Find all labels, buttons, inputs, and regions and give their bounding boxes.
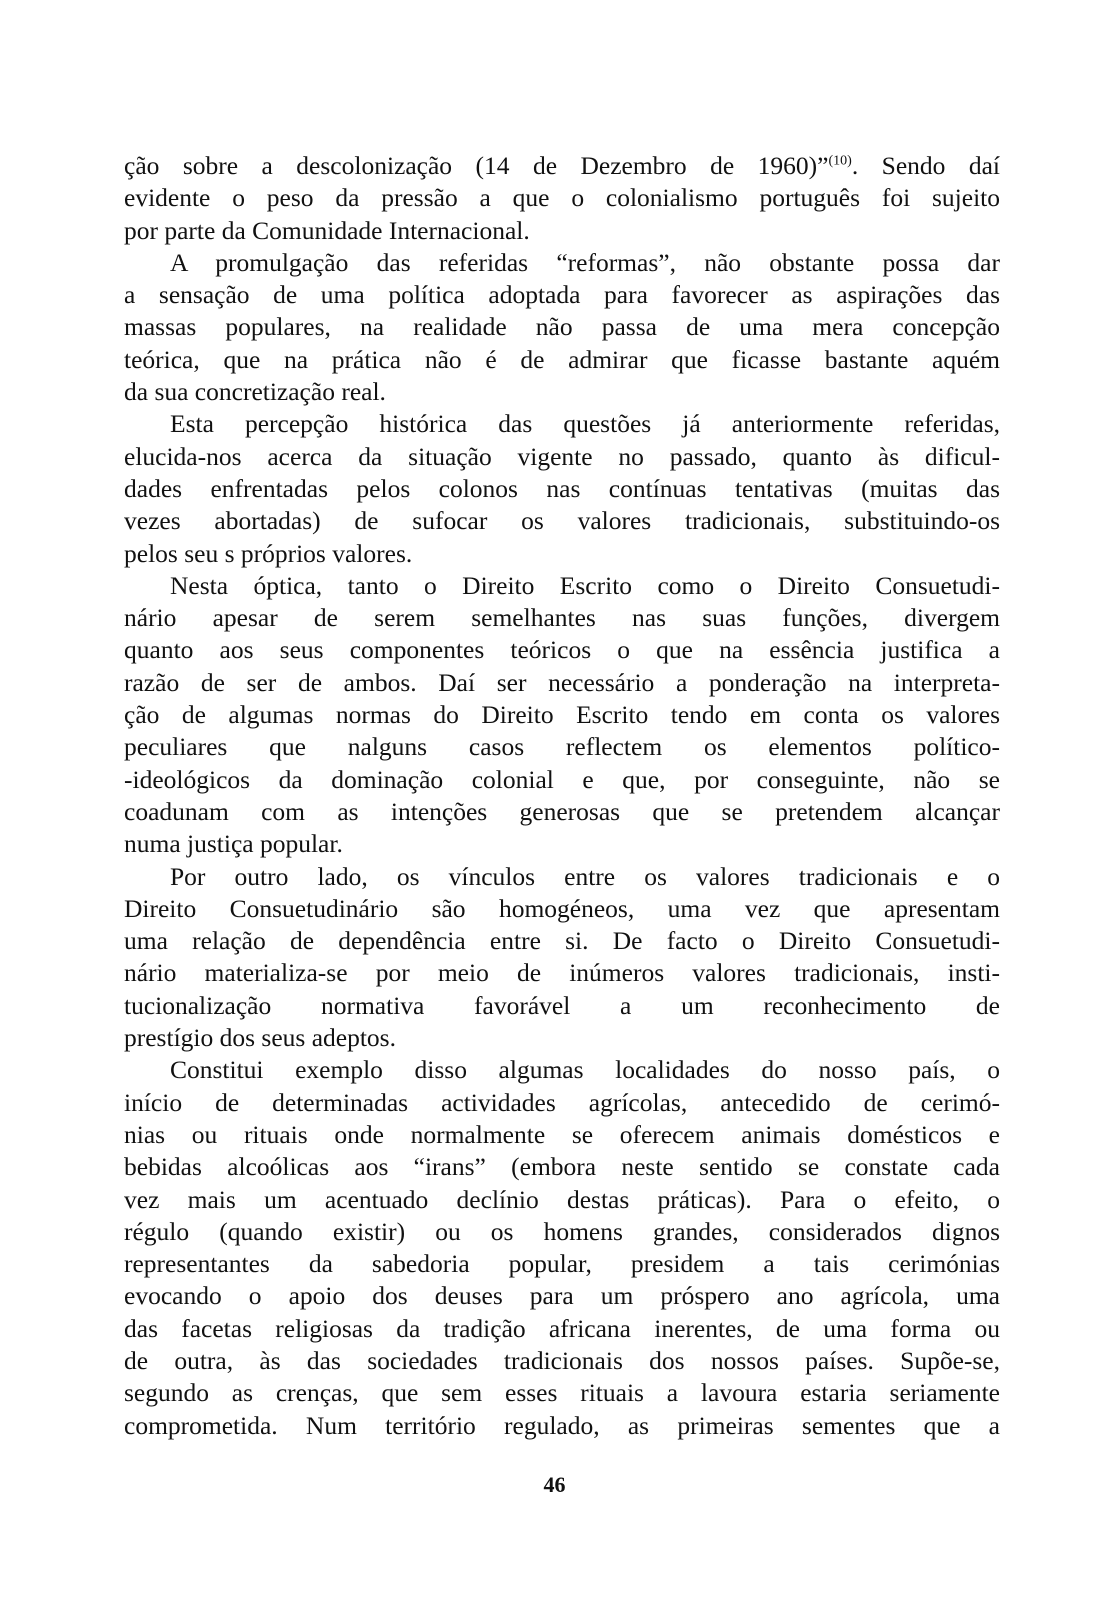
text-line: por parte da Comunidade Internacional.	[124, 215, 530, 245]
text-line: comprometida. Num território regulado, as primeiras sementes que a	[124, 1410, 1000, 1440]
text-line: Direito Consuetudinário são homogéneos, uma vez que apresentam	[124, 893, 1000, 923]
text-line: segundo as crenças, que sem esses rituais a lavoura estaria seriamente	[124, 1378, 1000, 1408]
text-line: vezes abortadas) de sufocar os valores tradicionais, substituindo-os	[124, 506, 1000, 536]
text-line: peculiares que nalguns casos reflectem os elementos político-	[124, 732, 1000, 762]
text-line: razão de ser de ambos. Daí ser necessário a ponderação na interpreta-	[124, 667, 1000, 697]
page-number: 46	[543, 1472, 566, 1497]
text-line: numa justiça popular.	[124, 829, 343, 859]
text-line: tucionalização normativa favorável a um reconhecimento de	[124, 990, 1000, 1020]
text-line: Constitui exemplo disso algumas localidades do nosso país, o	[170, 1055, 1000, 1085]
text-line: evocando o apoio dos deuses para um próspero ano agrícola, uma	[124, 1281, 1000, 1311]
text-line: evidente o peso da pressão a que o colonialismo português foi sujeito	[124, 183, 1000, 213]
text-line: início de determinadas actividades agrícolas, antecedido de cerimó-	[124, 1087, 1000, 1117]
text-line: uma relação de dependência entre si. De facto o Direito Consuetudi-	[124, 926, 1000, 956]
text-line: massas populares, na realidade não passa de uma mera concepção	[124, 312, 1000, 342]
text-line: -ideológicos da dominação colonial e que, por conseguinte, não se	[124, 764, 1000, 794]
text-line: prestígio dos seus adeptos.	[124, 1023, 396, 1053]
text-line: a sensação de uma política adoptada para favorecer as aspirações das	[124, 280, 1000, 310]
text-line: nário apesar de serem semelhantes nas suas funções, divergem	[124, 603, 1000, 633]
text-line: ção de algumas normas do Direito Escrito tendo em conta os valores	[124, 700, 1000, 730]
text-line: de outra, às das sociedades tradicionais dos nossos países. Supõe-se,	[124, 1345, 1000, 1375]
text-line: elucida-nos acerca da situação vigente no passado, quanto às dificul-	[124, 441, 1000, 471]
text-line: da sua concretização real.	[124, 377, 386, 407]
text-line: Esta percepção histórica das questões já anteriormente referidas,	[170, 409, 1000, 439]
text-line: vez mais um acentuado declínio destas práticas). Para o efeito, o	[124, 1184, 1000, 1214]
text-line: nias ou rituais onde normalmente se oferecem animais domésticos e	[124, 1119, 1000, 1149]
text-line: quanto aos seus componentes teóricos o que na essência justifica a	[124, 635, 1000, 665]
body-text	[124, 150, 1000, 1442]
text-line: representantes da sabedoria popular, presidem a tais cerimónias	[124, 1249, 1000, 1279]
text-line	[124, 150, 1000, 182]
text-line: nário materializa-se por meio de inúmeros valores tradicionais, insti-	[124, 958, 1000, 988]
text-line: pelos seu s próprios valores.	[124, 538, 413, 568]
text-segment: . Sendo daí	[851, 151, 1000, 180]
text-line: Nesta óptica, tanto o Direito Escrito como o Direito Consuetudi-	[170, 570, 1000, 600]
text-line: coadunam com as intenções generosas que se pretendem alcançar	[124, 796, 1000, 826]
text-line: dades enfrentadas pelos colonos nas contínuas tentativas (muitas das	[124, 473, 1000, 503]
text-line: régulo (quando existir) ou os homens grandes, considerados dignos	[124, 1216, 1000, 1246]
text-line: das facetas religiosas da tradição africana inerentes, de uma forma ou	[124, 1313, 1000, 1343]
text-line: Por outro lado, os vínculos entre os valores tradicionais e o	[170, 861, 1000, 891]
text-segment: ção sobre a descolonização (14 de Dezembro de 1960)”	[124, 151, 829, 180]
text-line: A promulgação das referidas “reformas”, não obstante possa dar	[170, 247, 1000, 277]
text-line: teórica, que na prática não é de admirar que ficasse bastante aquém	[124, 344, 1000, 374]
text-line: bebidas alcoólicas aos “irans” (embora neste sentido se constate cada	[124, 1152, 1000, 1182]
footnote-marker[interactable]: (10)	[828, 153, 852, 169]
